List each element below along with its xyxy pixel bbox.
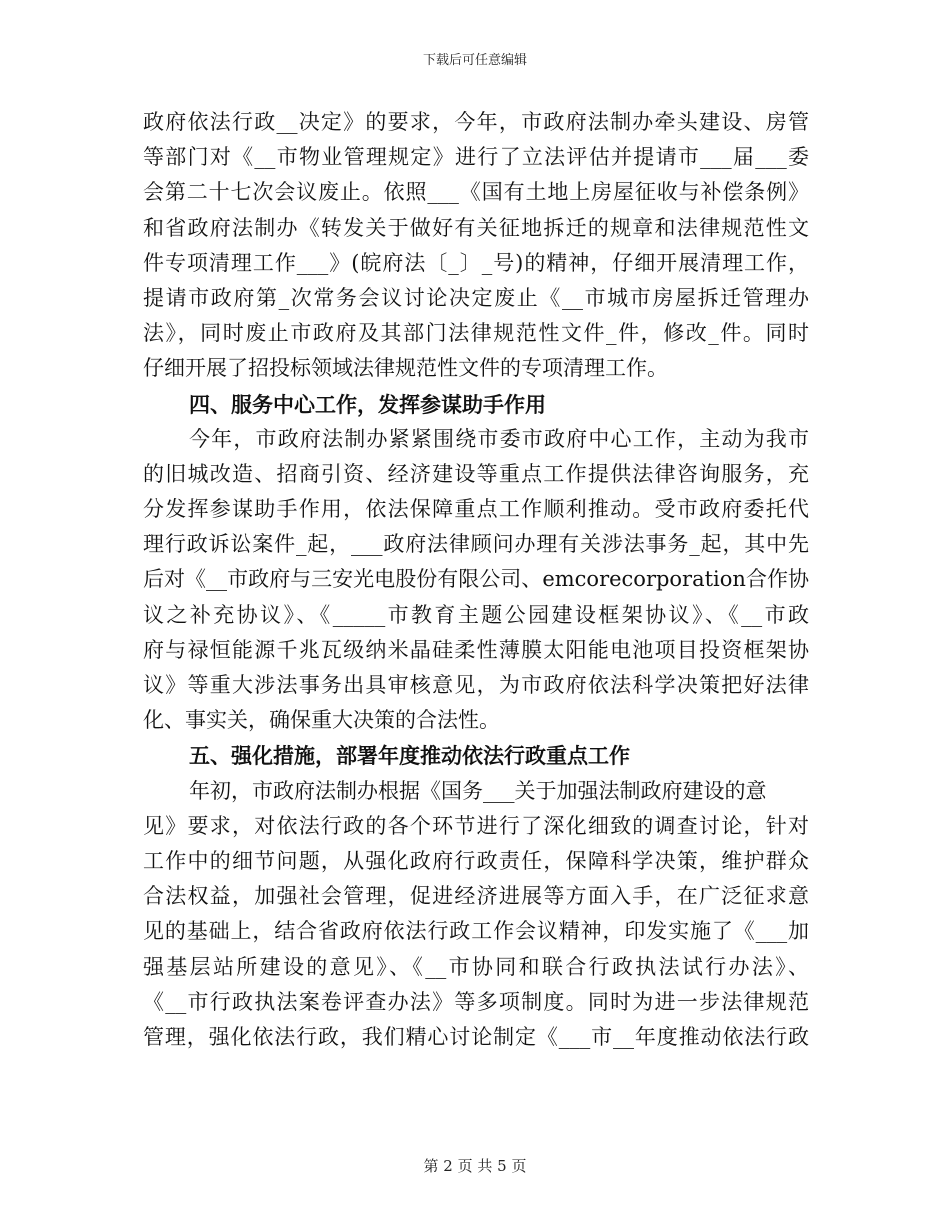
paragraph-line: 后对《__市政府与三安光电股份有限公司、emcorecorporation合作协	[143, 567, 809, 592]
paragraph-line: 政府依法行政__决定》的要求，今年，市政府法制办牵头建设、房管	[143, 110, 809, 134]
paragraph-line: 件专项清理工作___》(皖府法〔_〕_号)的精神，仔细开展清理工作，	[143, 250, 809, 275]
paragraph-line: 法》，同时废止市政府及其部门法律规范性文件_件，修改_件。同时	[143, 321, 809, 346]
paragraph-line: 分发挥参谋助手作用，依法保障重点工作顺利推动。受市政府委托代	[143, 497, 809, 522]
paragraph-line: 议》等重大涉法事务出具审核意见，为市政府依法科学决策把好法律	[143, 673, 809, 697]
paragraph-line: 提请市政府第_次常务会议讨论决定废止《__市城市房屋拆迁管理办	[143, 285, 809, 310]
section-heading: 四、服务中心工作，发挥参谋助手作用	[189, 391, 546, 417]
paragraph-line: 工作中的细节问题，从强化政府行政责任，保障科学决策，维护群众	[143, 848, 809, 873]
paragraph-line: 今年，市政府法制办紧紧围绕市委市政府中心工作，主动为我市	[189, 426, 809, 451]
paragraph-line: 的旧城改造、招商引资、经济建设等重点工作提供法律咨询服务，充	[143, 461, 809, 486]
paragraph-line: 议之补充协议》、《_____市教育主题公园建设框架协议》、《__市政	[143, 602, 809, 627]
paragraph-line: 理行政诉讼案件_起，___政府法律顾问办理有关涉法事务_起，其中先	[143, 532, 809, 557]
page-header: 下载后可任意编辑	[422, 53, 527, 68]
paragraph-line: 仔细开展了招投标领域法律规范性文件的专项清理工作。	[143, 356, 668, 381]
paragraph-line: 会第二十七次会议废止。依照___《国有土地上房屋征收与补偿条例》	[143, 180, 809, 205]
paragraph-line: 合法权益，加强社会管理，促进经济进展等方面入手，在广泛征求意	[143, 884, 809, 909]
paragraph-line: 《__市行政执法案卷评查办法》等多项制度。同时为进一步法律规范	[143, 989, 809, 1014]
paragraph-line: 化、事实关，确保重大决策的合法性。	[143, 708, 500, 733]
page-footer: 第 2 页 共 5 页	[423, 1157, 527, 1175]
paragraph-line: 年初，市政府法制办根据《国务___关于加强法制政府建设的意	[189, 778, 767, 803]
paragraph-line: 见的基础上，结合省政府依法行政工作会议精神，印发实施了《___加	[143, 919, 809, 944]
paragraph-line: 见》要求，对依法行政的各个环节进行了深化细致的调查讨论，针对	[143, 813, 809, 838]
paragraph-line: 等部门对《__市物业管理规定》进行了立法评估并提请市___届___委	[143, 145, 809, 170]
paragraph-line: 管理，强化依法行政，我们精心讨论制定《___市__年度推动依法行政	[143, 1024, 809, 1049]
section-heading: 五、强化措施，部署年度推动依法行政重点工作	[189, 743, 630, 769]
paragraph-line: 府与禄恒能源千兆瓦级纳米晶硅柔性薄膜太阳能电池项目投资框架协	[143, 637, 809, 662]
paragraph-line: 强基层站所建设的意见》、《__市协同和联合行政执法试行办法》、	[143, 954, 809, 979]
paragraph-line: 和省政府法制办《转发关于做好有关征地拆迁的规章和法律规范性文	[143, 215, 809, 240]
document-body	[143, 105, 809, 1055]
